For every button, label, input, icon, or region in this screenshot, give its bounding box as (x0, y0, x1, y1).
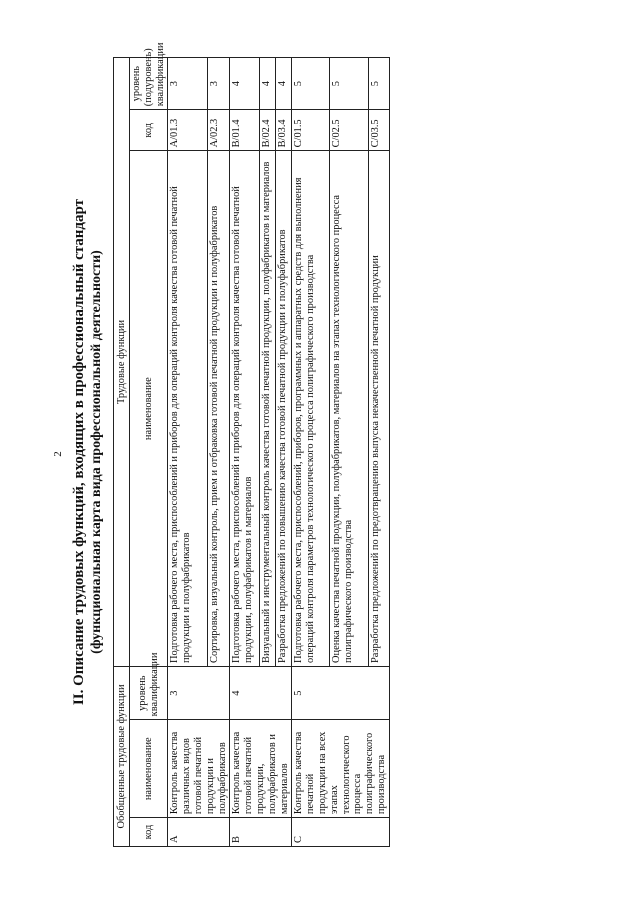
group-code: A (168, 818, 230, 847)
function-name: Подготовка рабочего места, приспособлений и приборов для операций контроля качества готовой печатной продукции и полуфабрикатов (168, 151, 208, 667)
header-name: наименование (130, 720, 168, 818)
section-title: II. Описание трудовых функций, входящих в профессиональный стандарт (71, 198, 87, 706)
function-code: B/02.4 (259, 110, 275, 151)
group-code: B (230, 818, 292, 847)
page-number: 2 (52, 451, 64, 457)
function-name: Оценка качества печатной продукции, полуфабрикатов, материалов на этапах технологического процесса полиграфического производства (330, 151, 368, 667)
table-row (230, 58, 259, 847)
group-level: 5 (292, 666, 389, 719)
section-subtitle: (функциональная карта вида профессиональной деятельности) (89, 250, 104, 654)
header-function-code: код (130, 110, 168, 151)
group-name: Контроль качества печатной продукции на всех этапах технологического процесса полиграфического производства (292, 720, 389, 818)
header-sublevel: уровень (подуровень) квалификации (130, 58, 168, 110)
function-level: 4 (276, 58, 292, 110)
function-code: A/02.3 (208, 110, 230, 151)
table-row (292, 58, 330, 847)
function-name: Подготовка рабочего места, приспособлений и приборов для операций контроля качества готовой печатной продукции, полуфабрикатов и материалов (230, 151, 259, 667)
function-level: 4 (259, 58, 275, 110)
rotated-content (70, 42, 570, 847)
group-level: 4 (230, 666, 292, 719)
table-row (168, 58, 208, 847)
function-name: Визуальный и инструментальный контроль качества готовой печатной продукции, полуфабрикатов и материалов (259, 151, 275, 667)
header-labor-functions: Трудовые функции (114, 58, 130, 667)
function-code: C/03.5 (368, 110, 389, 151)
function-code: A/01.3 (168, 110, 208, 151)
header-level: уровень квалификации (130, 666, 168, 719)
function-level: 4 (230, 58, 259, 110)
function-code: C/02.5 (330, 110, 368, 151)
header-generalized: Обобщенные трудовые функции (114, 666, 130, 846)
header-code: код (130, 818, 168, 847)
function-level: 3 (168, 58, 208, 110)
function-name: Разработка предложений по предотвращению выпуска некачественной печатной продукции (368, 151, 389, 667)
group-code: C (292, 818, 389, 847)
function-code: C/01.5 (292, 110, 330, 151)
functional-map-table (113, 42, 390, 847)
function-level: 5 (292, 58, 330, 110)
header-function-name: наименование (130, 151, 168, 667)
function-level: 5 (368, 58, 389, 110)
function-code: B/01.4 (230, 110, 259, 151)
group-name: Контроль качества различных видов готовой печатной продукции и полуфабрикатов (168, 720, 230, 818)
group-name: Контроль качества готовой печатной продукции, полуфабрикатов и материалов (230, 720, 292, 818)
function-level: 3 (208, 58, 230, 110)
function-name: Сортировка, визуальный контроль, прием и отбраковка готовой печатной продукции и полуфабрикатов (208, 151, 230, 667)
function-name: Подготовка рабочего места, приспособлений, приборов, программных и аппаратных средств для выполнения операций контроля параметров технологического процесса полиграфического производства (292, 151, 330, 667)
function-code: B/03.4 (276, 110, 292, 151)
group-level: 3 (168, 666, 230, 719)
function-name: Разработка предложений по повышению качества готовой печатной продукции и полуфабрикатов (276, 151, 292, 667)
function-level: 5 (330, 58, 368, 110)
